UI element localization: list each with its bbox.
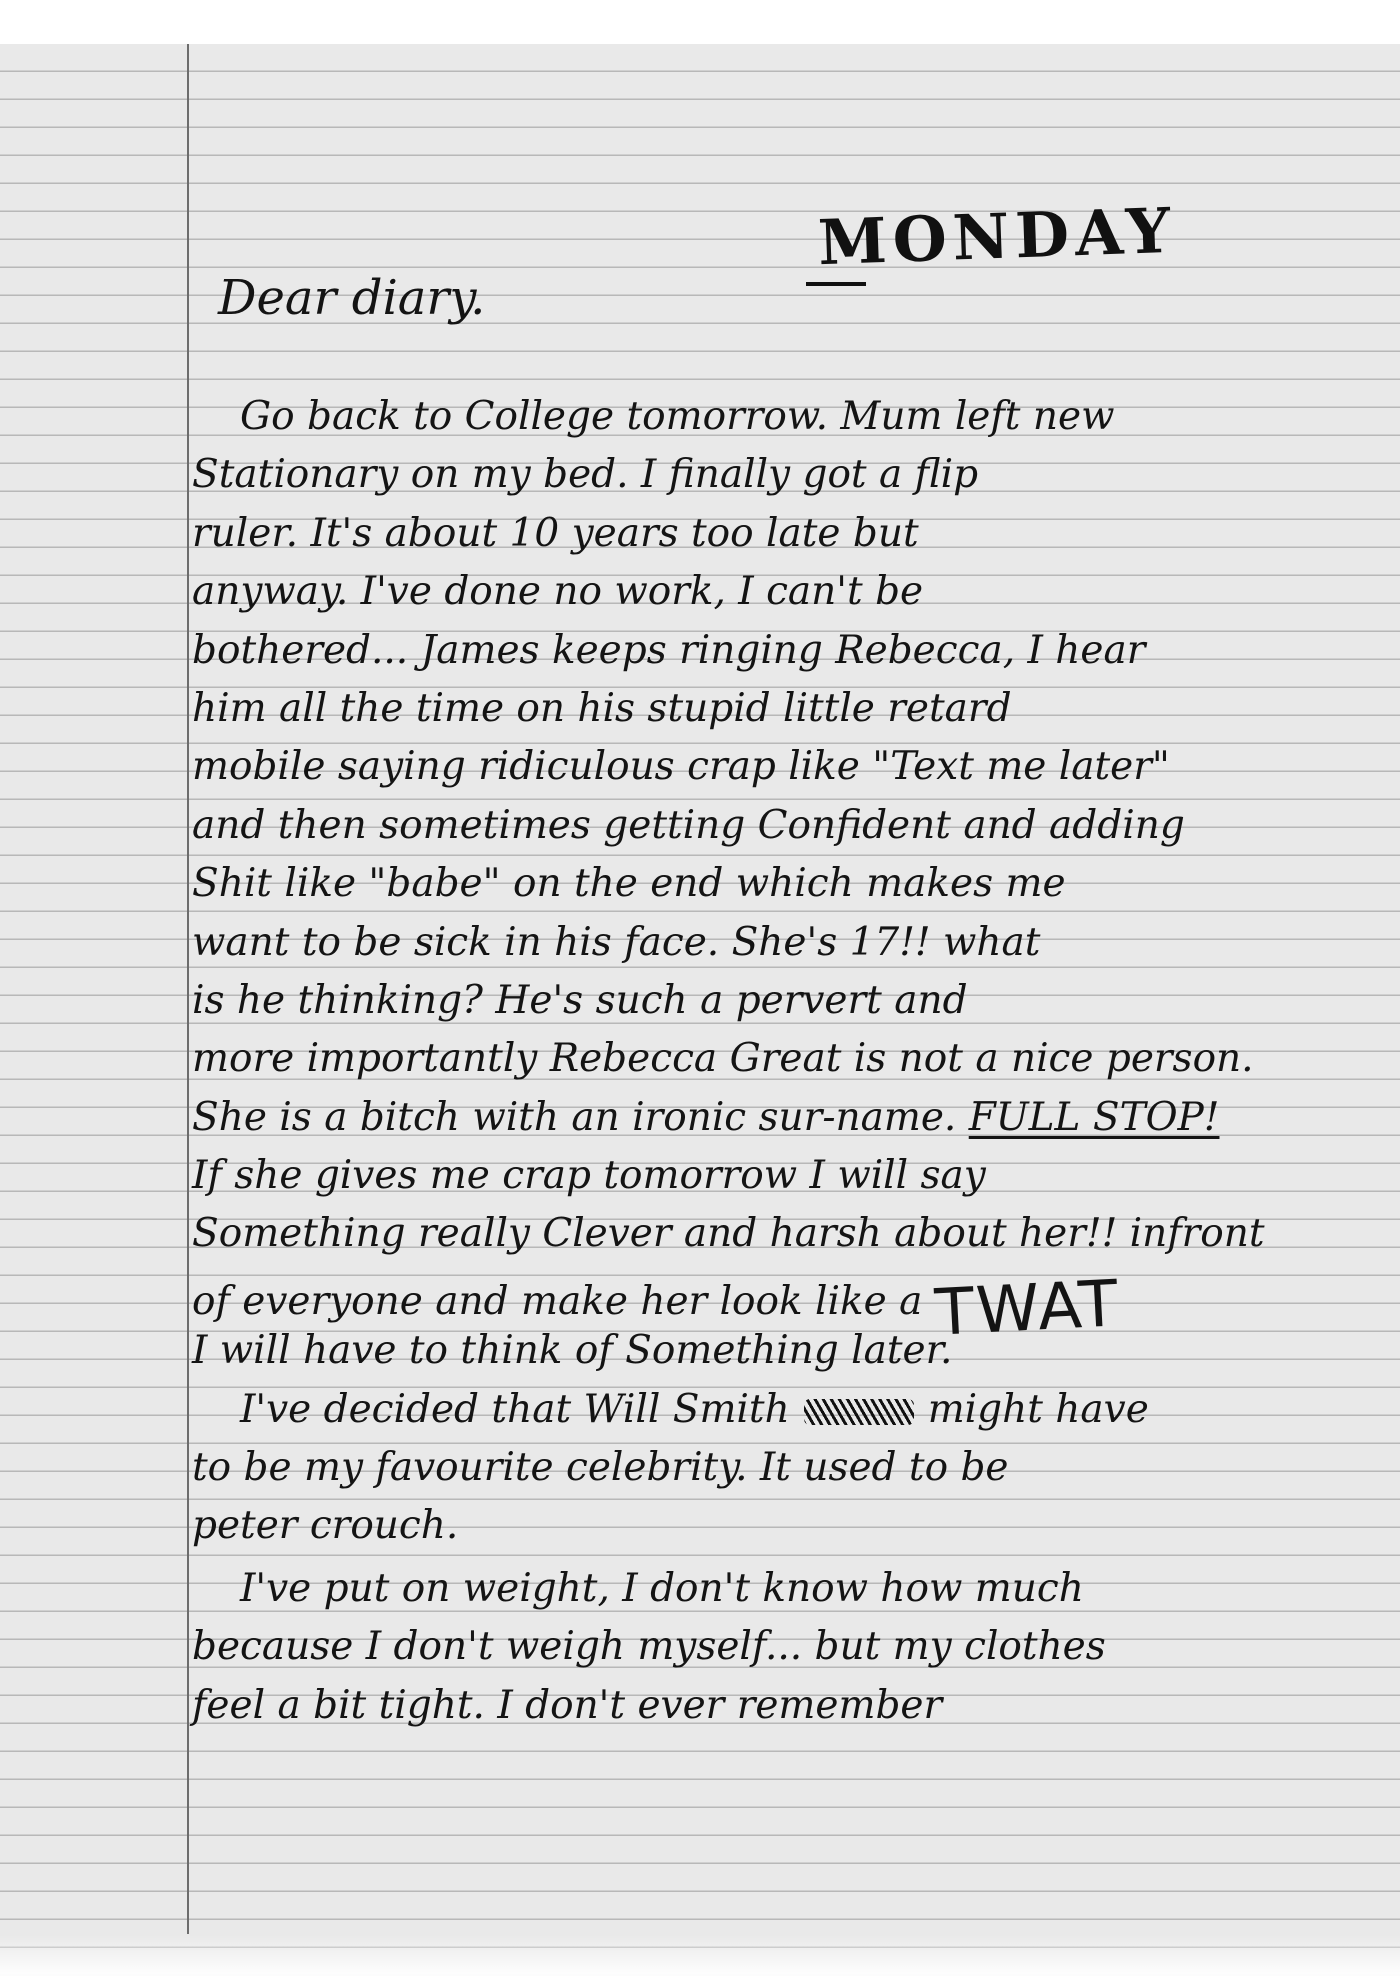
diary-line [192, 680, 1342, 738]
greeting: Dear diary. [218, 270, 486, 326]
diary-line [192, 1030, 1342, 1088]
diary-line [192, 1205, 1342, 1263]
day-heading: MONDAY [816, 193, 1178, 280]
line-text: ruler. It's about 10 years too late but [192, 510, 919, 556]
line-text: anyway. I've done no work, I can't be [192, 569, 924, 615]
line-text: Shit like "babe" on the end which makes me [192, 861, 1066, 907]
diary-line [192, 563, 1342, 621]
line-text: more importantly Rebecca Great is not a nice person. [192, 1036, 1254, 1082]
line-text: If she gives me crap tomorrow I will say [192, 1153, 986, 1199]
diary-line [192, 505, 1342, 563]
diary-line [192, 972, 1342, 1030]
heading-dash [806, 282, 866, 286]
line-text: and then sometimes getting Confident and adding [192, 802, 1185, 848]
diary-line [192, 1147, 1342, 1205]
paper-edge [0, 1935, 1400, 1977]
diary-line [192, 1497, 1342, 1555]
diary-line [192, 622, 1342, 680]
line-text: because I don't weigh myself... but my clothes [192, 1624, 1106, 1670]
line-text: She is a bitch with an ironic sur-name. [192, 1094, 969, 1140]
underlined-phrase: FULL STOP! [968, 1094, 1220, 1140]
line-text: want to be sick in his face. She's 17!! what [192, 919, 1041, 965]
diary-line [192, 1089, 1342, 1147]
line-text: bothered... James keeps ringing Rebecca, I hear [192, 627, 1146, 673]
line-text: peter crouch. [192, 1503, 459, 1549]
line-text: is he thinking? He's such a pervert and [192, 977, 968, 1023]
line-text: mobile saying ridiculous crap like "Text me later" [192, 744, 1170, 790]
diary-line [192, 1381, 1342, 1439]
diary-line [192, 1618, 1342, 1676]
line-text: Stationary on my bed. I finally got a flip [192, 452, 979, 498]
diary-line [192, 446, 1342, 504]
emphasized-word: TWAT [932, 1267, 1122, 1351]
line-text: might have [927, 1386, 1149, 1432]
diary-entry-text [192, 388, 1342, 1735]
diary-line [192, 1322, 1342, 1380]
margin-line [187, 44, 189, 1934]
line-text: to be my favourite celebrity. It used to be [192, 1445, 1009, 1491]
crossed-out-word [804, 1399, 914, 1425]
line-text: feel a bit tight. I don't ever remember [192, 1682, 943, 1728]
line-text: I've decided that Will Smith [240, 1386, 790, 1432]
line-text: I've put on weight, I don't know how much [240, 1565, 1084, 1611]
diary-line [192, 797, 1342, 855]
diary-line [192, 1439, 1342, 1497]
line-text: I will have to think of Something later. [192, 1328, 953, 1374]
diary-line [192, 914, 1342, 972]
diary-line [192, 1560, 1342, 1618]
line-text: Go back to College tomorrow. Mum left new [240, 394, 1115, 439]
diary-line [192, 388, 1342, 446]
diary-line [192, 1677, 1342, 1735]
diary-line [192, 738, 1342, 796]
line-text: him all the time on his stupid little retard [192, 685, 1012, 731]
diary-line [192, 855, 1342, 913]
line-text: Something really Clever and harsh about her!! infront [192, 1211, 1265, 1257]
line-text: of everyone and make her look like a [192, 1278, 935, 1324]
